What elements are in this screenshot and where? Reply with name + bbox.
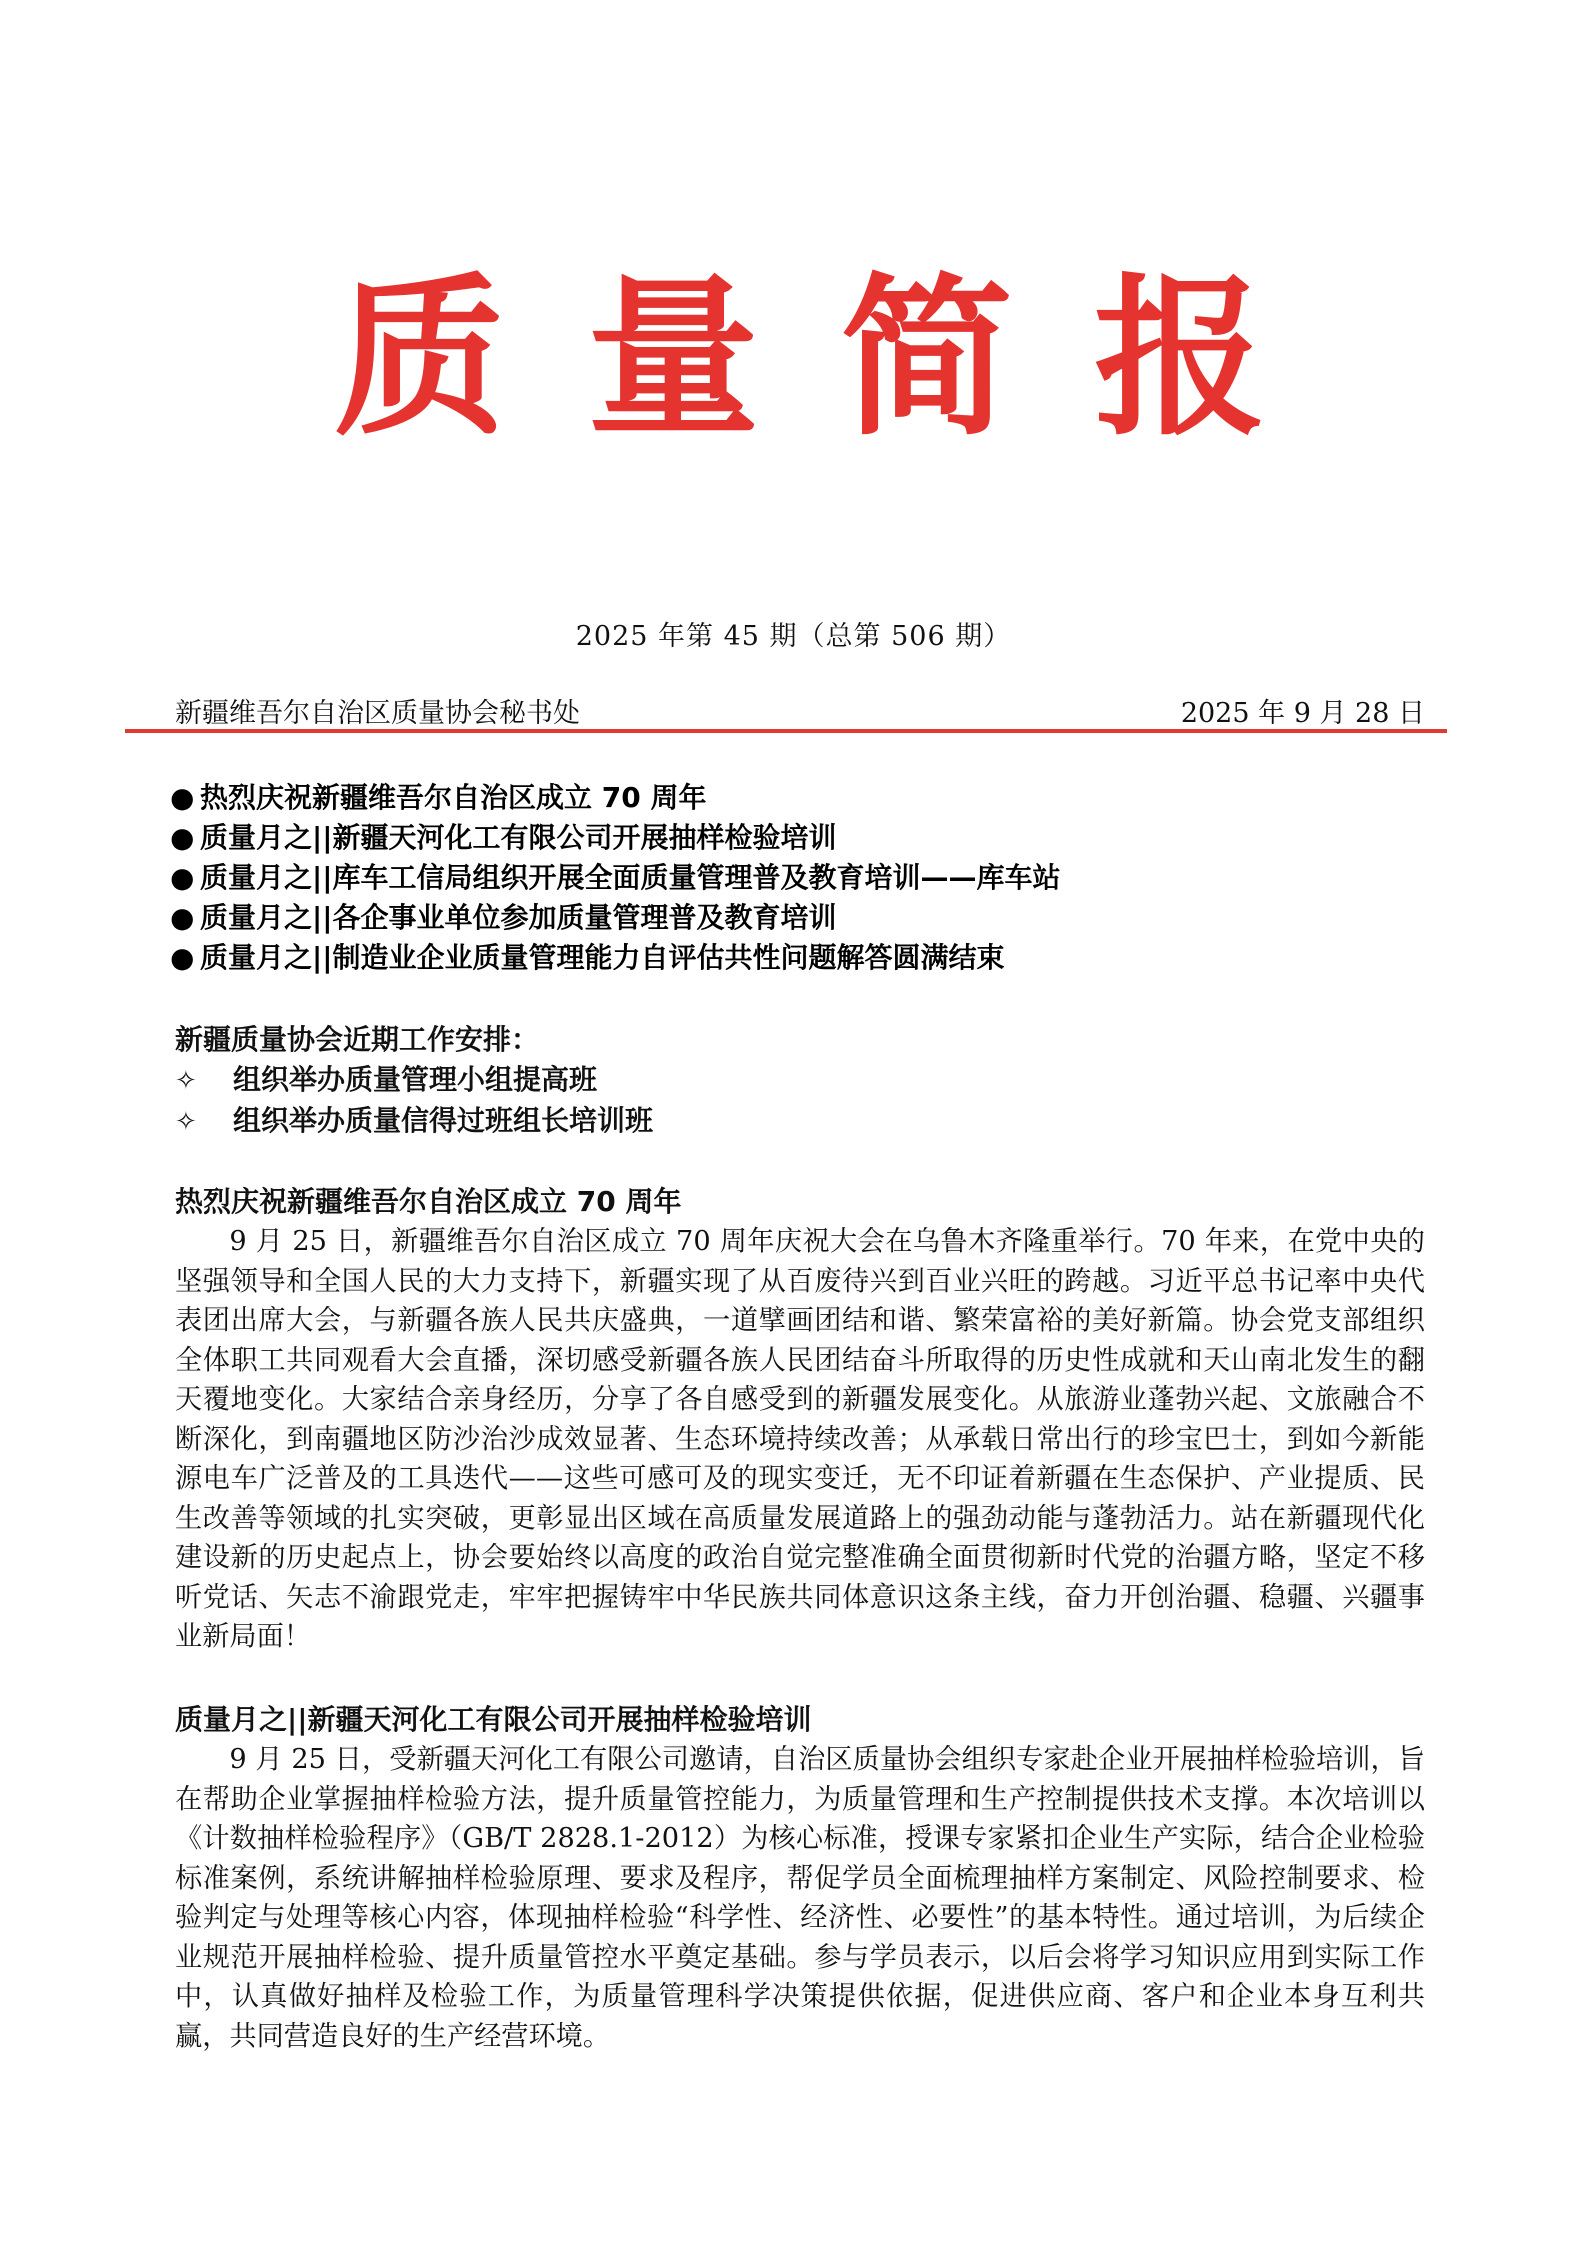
work-plan-item — [175, 1101, 1425, 1142]
article — [175, 1182, 1425, 1657]
toc-item[interactable] — [170, 898, 1420, 938]
masthead-title — [300, 258, 1300, 458]
sparkle-bullet-icon: ✧ — [175, 1066, 197, 1096]
bullet-icon: ● — [170, 941, 195, 974]
toc-item-label: 热烈庆祝新疆维吾尔自治区成立 70 周年 — [200, 781, 707, 814]
toc-item-label: 质量月之||制造业企业质量管理能力自评估共性问题解答圆满结束 — [200, 941, 1005, 974]
work-plan-item — [175, 1060, 1425, 1101]
publish-date: 2025 年 9 月 28 日 — [1180, 698, 1425, 729]
toc-item[interactable] — [170, 858, 1420, 898]
bullet-icon: ● — [170, 821, 195, 854]
masthead-title-char: 量 — [587, 256, 760, 459]
toc-item[interactable] — [170, 778, 1420, 818]
article-title: 质量月之||新疆天河化工有限公司开展抽样检验培训 — [175, 1703, 812, 1736]
toc-item[interactable] — [170, 938, 1420, 978]
masthead-title-char: 简 — [840, 256, 1013, 459]
bullet-icon: ● — [170, 781, 195, 814]
bullet-icon: ● — [170, 861, 195, 894]
work-plan-item-label: 组织举办质量信得过班组长培训班 — [233, 1104, 654, 1137]
toc-item-label: 质量月之||库车工信局组织开展全面质量管理普及教育培训——库车站 — [200, 861, 1061, 894]
article — [175, 1700, 1425, 2056]
article-title: 热烈庆祝新疆维吾尔自治区成立 70 周年 — [175, 1185, 682, 1218]
article-body: 9 月 25 日，新疆维吾尔自治区成立 70 周年庆祝大会在乌鲁木齐隆重举行。70 年来，在党中央的坚强领导和全国人民的大力支持下，新疆实现了从百废待兴到百业兴旺的跨越。习近平总书记率中央代表团出席大会，与新疆各族人民共庆盛典，一道擘画团结和谐、繁荣富裕的美好新篇。协会党支部组织全体职工共同观看大会直播，深切感受新疆各族人民团结奋斗所取得的历史性成就和天山南北发生的翻天覆地变化。大家结合亲身经历，分享了各自感受到的新疆发展变化。从旅游业蓬勃兴起、文旅融合不断深化，到南疆地区防沙治沙成效显著、生态环境持续改善；从承载日常出行的珍宝巴士，到如今新能源电车广泛普及的工具迭代——这些可感可及的现实变迁，无不印证着新疆在生态保护、产业提质、民生改善等领域的扎实突破，更彰显出区域在高质量发展道路上的强劲动能与蓬勃活力。站在新疆现代化建设新的历史起点上，协会要始终以高度的政治自觉完整准确全面贯彻新时代党的治疆方略，坚定不移听党话、矢志不渝跟党走，牢牢把握铸牢中华民族共同体意识这条主线，奋力开创治疆、稳疆、兴疆事业新局面！ — [175, 1226, 1425, 1652]
issue-number: 2025 年第 45 期（总第 506 期） — [575, 621, 1012, 652]
toc-item-label: 质量月之||新疆天河化工有限公司开展抽样检验培训 — [200, 821, 837, 854]
publisher-name: 新疆维吾尔自治区质量协会秘书处 — [175, 698, 580, 729]
work-plan-title: 新疆质量协会近期工作安排： — [175, 1023, 540, 1056]
work-plan-item-label: 组织举办质量管理小组提高班 — [233, 1063, 598, 1096]
toc-item-label: 质量月之||各企事业单位参加质量管理普及教育培训 — [200, 901, 837, 934]
masthead-title-char: 报 — [1093, 256, 1266, 459]
work-plan-section — [175, 1020, 1425, 1142]
article-body: 9 月 25 日，受新疆天河化工有限公司邀请，自治区质量协会组织专家赴企业开展抽样检验培训，旨在帮助企业掌握抽样检验方法，提升质量管控能力，为质量管理和生产控制提供技术支撑。本次培训以《计数抽样检验程序》（GB/T 2828.1-2012）为核心标准，授课专家紧扣企业生产实际，结合企业检验标准案例，系统讲解抽样检验原理、要求及程序，帮促学员全面梳理抽样方案制定、风险控制要求、检验判定与处理等核心内容，体现抽样检验“科学性、经济性、必要性”的基本特性。通过培训，为后续企业规范开展抽样检验、提升质量管控水平奠定基础。参与学员表示，以后会将学习知识应用到实际工作中，认真做好抽样及检验工作，为质量管理科学决策提供依据，促进供应商、客户和企业本身互利共赢，共同营造良好的生产经营环境。 — [175, 1744, 1425, 2052]
sparkle-bullet-icon: ✧ — [175, 1107, 197, 1137]
toc-item[interactable] — [170, 818, 1420, 858]
table-of-contents — [170, 778, 1420, 978]
bullet-icon: ● — [170, 901, 195, 934]
publisher-row — [175, 694, 1425, 730]
red-divider-rule — [125, 729, 1447, 733]
masthead-title-char: 质 — [334, 256, 506, 459]
